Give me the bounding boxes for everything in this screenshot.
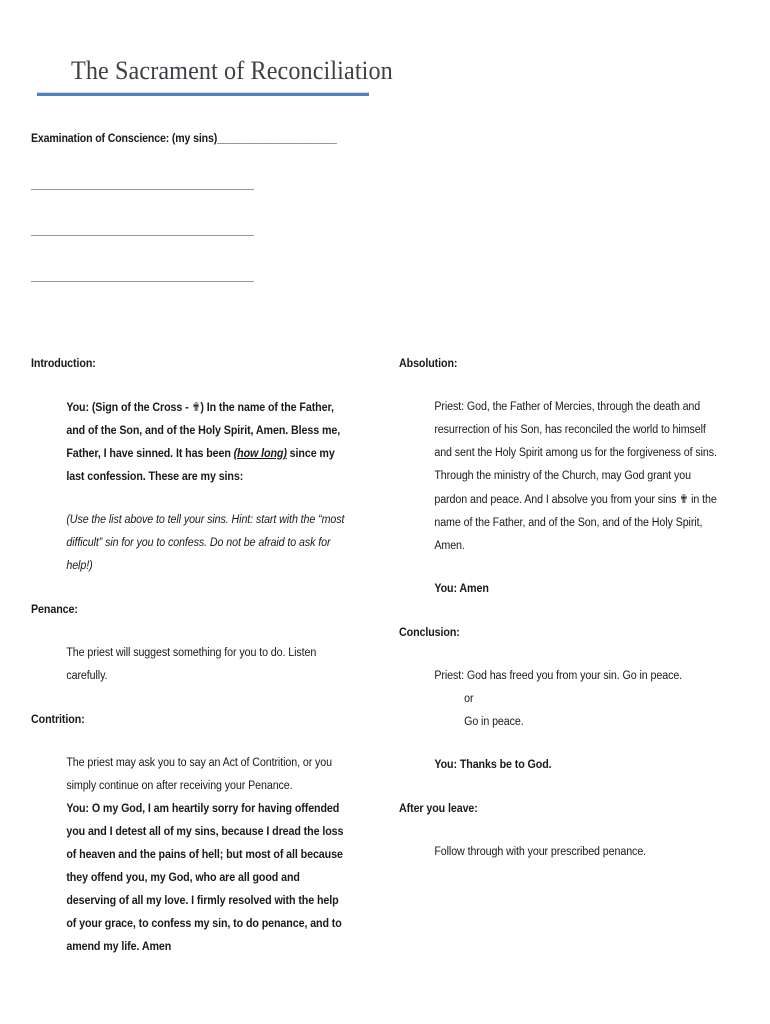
absolution-response: You: Amen — [434, 583, 489, 595]
conclusion-alternative: Go in peace. — [464, 716, 524, 728]
act-of-contrition: You: O my God, I am heartily sorry for having offended you and I detest all of my sins, because I dread the loss of heaven and the pains of hell; but most of all because they offend you, my God, who are all good and deserving of all my love. I firmly resolved with the help of your grace, to confess my sin, to do penance, and to amend my life. Amen — [66, 803, 344, 953]
examination-fill-line-3[interactable]: _________________________________________ — [31, 271, 254, 283]
title-block — [37, 56, 393, 96]
introduction-you-part2: since my last confession. These are my sins: — [66, 448, 335, 483]
section-heading-conclusion: Conclusion: — [399, 627, 460, 639]
introduction-you-prayer — [31, 396, 347, 489]
right-column — [399, 358, 744, 864]
spacer — [399, 370, 744, 396]
introduction-hint: (Use the list above to tell your sins. Hint: start with the “most difficult” sin for you to confess. Do not be afraid to ask for help!) — [66, 514, 345, 572]
spacer — [31, 616, 371, 642]
spacer — [399, 639, 744, 665]
section-heading-contrition: Contrition: — [31, 714, 85, 726]
spacer — [31, 726, 371, 752]
spacer — [31, 489, 371, 509]
examination-fill-line-2[interactable]: _________________________________________ — [31, 225, 254, 237]
spacer — [31, 370, 371, 396]
conclusion-priest: Priest: God has freed you from your sin. Go in peace. — [434, 670, 683, 682]
absolution-priest-part2: in the name of the Father, and of the Son, and of the Holy Spirit, Amen. — [434, 494, 717, 552]
after-you-leave-body: Follow through with your prescribed penance. — [434, 846, 647, 858]
penance-body: The priest will suggest something for you to do. Listen carefully. — [66, 647, 317, 682]
spacer — [31, 578, 371, 604]
section-heading-introduction: Introduction: — [31, 358, 96, 370]
absolution-priest-prayer — [399, 396, 720, 558]
how-long-blank[interactable]: (how long) — [233, 448, 287, 460]
spacer — [399, 777, 744, 803]
examination-label: Examination of Conscience: (my sins) — [31, 133, 218, 145]
spacer — [399, 601, 744, 627]
cross-icon: ✟ — [191, 400, 201, 414]
section-heading-absolution: Absolution: — [399, 358, 458, 370]
cross-icon: ✟ — [679, 492, 689, 506]
introduction-you-prefix: You: (Sign of the Cross - — [66, 402, 192, 414]
spacer — [399, 815, 744, 841]
section-heading-penance: Penance: — [31, 604, 78, 616]
spacer — [399, 558, 744, 578]
examination-label-row — [31, 133, 348, 145]
section-heading-after-you-leave: After you leave: — [399, 803, 478, 815]
examination-fill-line-0[interactable]: ______________________ — [217, 133, 337, 145]
left-column — [31, 358, 371, 959]
examination-of-conscience-block — [31, 133, 376, 283]
title-underline-rule — [37, 92, 369, 96]
conclusion-response: You: Thanks be to God. — [434, 759, 552, 771]
page-title: The Sacrament of Reconciliation — [71, 56, 393, 85]
absolution-priest-part1: Priest: God, the Father of Mercies, through the death and resurrection of his Son, has reconciled the world to himself and sent the Holy Spirit among us for the forgiveness of sins. Through the ministry of the Church, may God grant you pardon and peace. And I absolve you from your sins — [434, 401, 717, 506]
conclusion-or: or — [464, 693, 474, 705]
spacer — [399, 734, 744, 754]
spacer — [31, 688, 371, 714]
examination-fill-line-1[interactable]: _________________________________________ — [31, 179, 254, 191]
contrition-body: The priest may ask you to say an Act of Contrition, or you simply continue on after receiving your Penance. — [66, 757, 333, 792]
introduction-you-part1: ) In the name of the Father, and of the Son, and of the Holy Spirit, Amen. Bless me, Father, I have sinned. It has been — [66, 402, 341, 460]
